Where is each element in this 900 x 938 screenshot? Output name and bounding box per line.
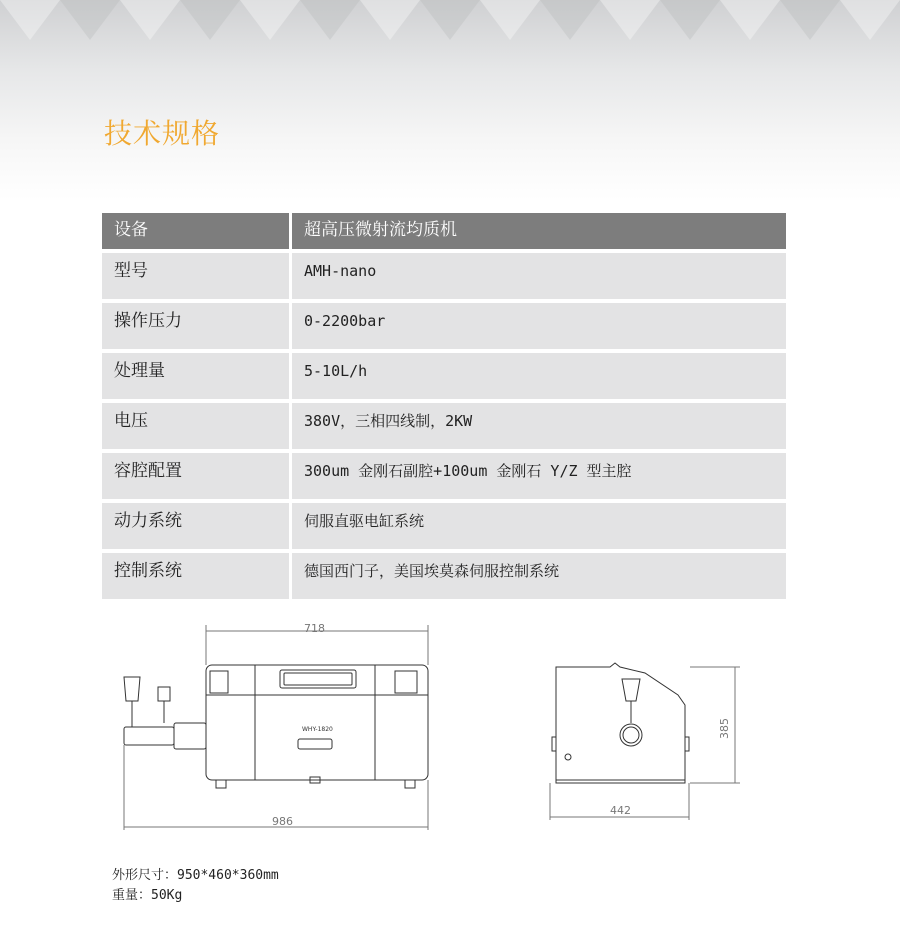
row-value: 德国西门子，美国埃莫森伺服控制系统 <box>292 553 786 599</box>
spec-table <box>102 213 786 599</box>
side-view <box>552 663 689 783</box>
row-value: AMH-nano <box>292 253 786 299</box>
technical-drawing <box>100 615 800 835</box>
side-height-dimension-label: 385 <box>718 718 731 739</box>
row-value: 0-2200bar <box>292 303 786 349</box>
front-top-dimension-label: 718 <box>304 622 325 635</box>
side-height-dimension <box>690 667 740 783</box>
row-key: 电压 <box>102 403 289 449</box>
row-key: 型号 <box>102 253 289 299</box>
row-value: 380V，三相四线制，2KW <box>292 403 786 449</box>
row-key: 动力系统 <box>102 503 289 549</box>
row-key: 控制系统 <box>102 553 289 599</box>
table-row <box>102 253 786 299</box>
table-row <box>102 453 786 499</box>
footer-specs <box>112 866 279 906</box>
table-row <box>102 353 786 399</box>
row-value: 5-10L/h <box>292 353 786 399</box>
front-view <box>124 665 428 788</box>
weight-text: 重量：50Kg <box>112 888 183 903</box>
table-header-value: 超高压微射流均质机 <box>292 213 786 249</box>
table-header-key: 设备 <box>102 213 289 249</box>
page-title: 技术规格 <box>104 117 221 150</box>
row-value: 300um 金刚石副腔+100um 金刚石 Y/Z 型主腔 <box>292 453 786 499</box>
table-row <box>102 553 786 599</box>
front-bottom-dimension-label: 986 <box>272 815 293 828</box>
header-background <box>0 0 900 200</box>
row-key: 容腔配置 <box>102 453 289 499</box>
table-row <box>102 503 786 549</box>
side-width-dimension-label: 442 <box>610 804 631 817</box>
row-key: 操作压力 <box>102 303 289 349</box>
chevron-pattern <box>0 0 900 200</box>
table-row <box>102 303 786 349</box>
table-row <box>102 403 786 449</box>
row-value: 伺服直驱电缸系统 <box>292 503 786 549</box>
panel-label: WHY-1820 <box>302 726 333 733</box>
dimensions-text: 外形尺寸：950*460*360mm <box>112 868 279 883</box>
row-key: 处理量 <box>102 353 289 399</box>
table-header-row <box>102 213 786 249</box>
